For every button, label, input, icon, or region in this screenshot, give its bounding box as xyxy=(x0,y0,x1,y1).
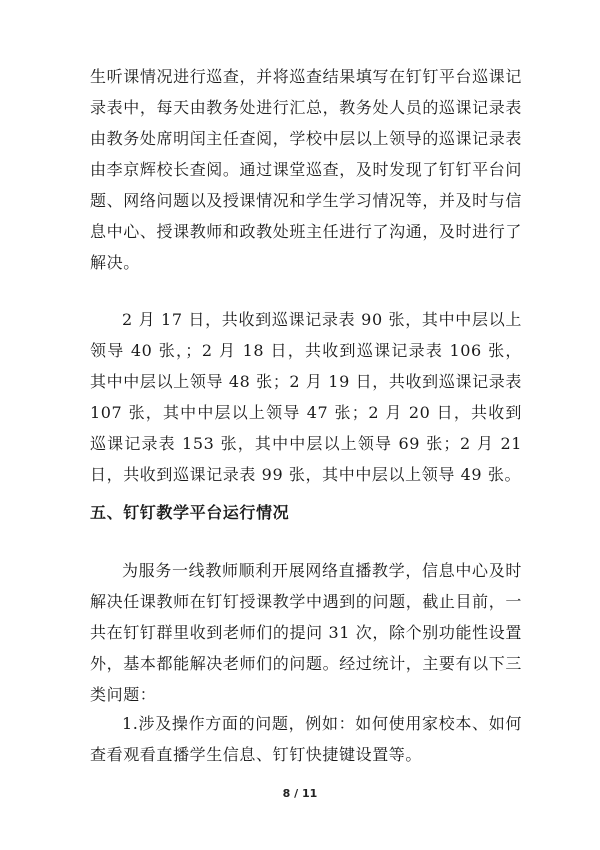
paragraph-inspection-statistics: 2 月 17 日，共收到巡课记录表 90 张，其中中层以上领导 40 张，；2 月 18 日，共收到巡课记录表 106 张，其中中层以上领导 48 张；2 月 19 日，共收到巡课记录表 107 张，其中中层以上领导 47 张；2 月 20 日，共收到巡课记录表 153 张，其中中层以上领导 69 张；2 月 21 日，共收到巡课记录表 99 张，其中中层以上领导 49 张。 xyxy=(90,310,522,484)
section-heading: 五、钉钉教学平台运行情况 xyxy=(90,503,290,522)
page-number: 8 / 11 xyxy=(282,787,318,800)
paragraph-operation-issues: 1.涉及操作方面的问题，例如：如何使用家校本、如何查看观看直播学生信息、钉钉快捷键设置等。 xyxy=(90,714,522,764)
paragraph-platform-support: 为服务一线教师顺利开展网络直播教学，信息中心及时解决任课教师在钉钉授课教学中遇到的问题，截止目前，一共在钉钉群里收到老师们的提问 31 次，除个别功能性设置外，基本都能解决老师们的问题。经过统计，主要有以下三类问题： xyxy=(90,561,522,704)
paragraph-inspection-process: 生听课情况进行巡查，并将巡查结果填写在钉钉平台巡课记录表中，每天由教务处进行汇总，教务处人员的巡课记录表由教务处席明闰主任查阅，学校中层以上领导的巡课记录表由李京辉校长查阅。通过课堂巡查，及时发现了钉钉平台问题、网络问题以及授课情况和学生学习情况等，并及时与信息中心、授课教师和政教处班主任进行了沟通，及时进行了解决。 xyxy=(90,67,522,272)
